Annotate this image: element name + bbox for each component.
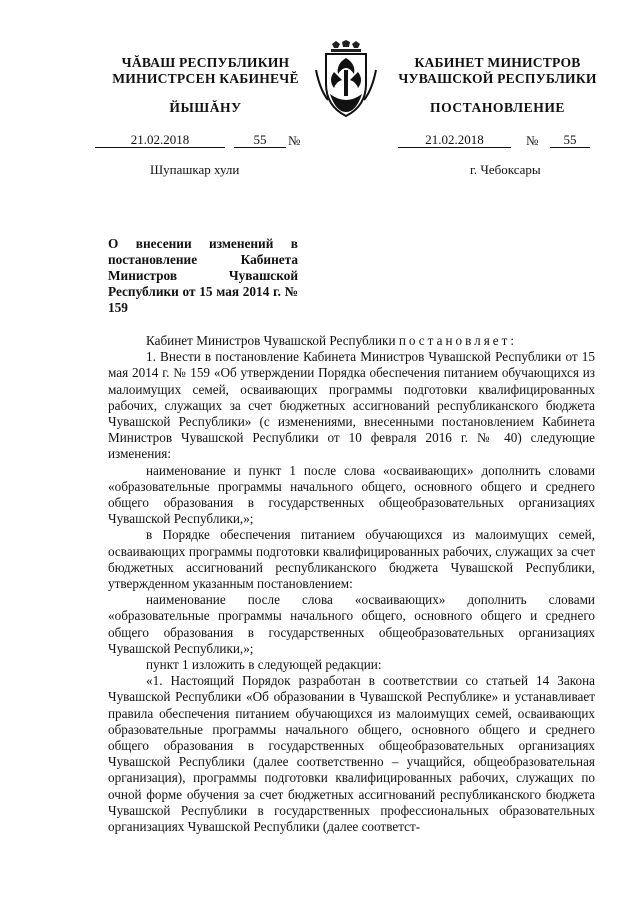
intro-prefix: Кабинет Министров Чувашской Республики — [146, 333, 396, 348]
paragraph-3: в Порядке обеспечения питанием обучающихся из малоимущих семей, осваивающих программы подготовки квалифицированных рабочих, служащих за счет бюджетных ассигнований республиканского бюджета Чувашской Республики, утвержденном указанным постановлением: — [108, 527, 595, 592]
issuer-russian-line-1: КАБИНЕТ МИНИСТРОВ — [414, 55, 581, 70]
paragraph-4: наименование после слова «осваивающих» дополнить словами «образовательные программы начального общего, основного общего и среднего общего образования в государственных общеобразовательных организациях Чувашской Республики,»; — [108, 592, 595, 656]
doctype-chuvash: ЙЫШĂНУ — [169, 100, 242, 115]
document-title: О внесении изменений в постановление Кабинета Министров Чувашской Республики от 15 мая 2014 г. № 159 — [108, 236, 298, 315]
doctype-russian: ПОСТАНОВЛЕНИЕ — [430, 100, 565, 115]
issuer-chuvash-line-2: МИНИСТРСЕН КАБИНЕЧĔ — [112, 71, 299, 86]
issuer-chuvash — [98, 55, 313, 87]
city-chuvash: Шупашкар хули — [150, 162, 240, 177]
number-chuvash: 55 — [234, 132, 286, 148]
date-russian: 21.02.2018 — [398, 132, 511, 148]
paragraph-1: 1. Внести в постановление Кабинета Министров Чувашской Республики от 15 мая 2014 г. № 159 «Об утверждении Порядка обеспечения питанием обучающихся из малоимущих семей, осваивающих программы подготовки квалифицированных рабочих, служащих за счет бюджетных ассигнований республиканского бюджета Чувашской Республики» (с изменениями, внесенными постановлением Кабинета Министров Чувашской Республики от 10 февраля 2016 г. № 40) следующие изменения: — [108, 349, 595, 462]
number-russian: 55 — [550, 132, 590, 148]
date-line-chuvash — [95, 132, 315, 148]
document-body — [108, 333, 595, 835]
date-chuvash: 21.02.2018 — [95, 132, 225, 148]
paragraph-5: пункт 1 изложить в следующей редакции: — [146, 657, 382, 673]
issuer-russian-line-2: ЧУВАШСКОЙ РЕСПУБЛИКИ — [398, 71, 597, 86]
city-russian: г. Чебоксары — [470, 162, 541, 177]
intro-verb: постановляет: — [398, 333, 518, 348]
paragraph-2: наименование и пункт 1 после слова «осваивающих» дополнить словами «образовательные программы начального общего, основного общего и среднего общего образования в государственных общеобразовательных организациях Чувашской Республики,»; — [108, 462, 595, 527]
issuer-chuvash-line-1: ЧĂВАШ РЕСПУБЛИКИН — [121, 55, 290, 70]
number-sign-russian: № — [526, 133, 539, 148]
paragraph-6: «1. Настоящий Порядок разработан в соответствии со статьей 14 Закона Чувашской Республики «Об образовании в Чувашской Республике» и устанавливает правила обеспечения питанием обучающихся из малоимущих семей, осваивающих образовательные программы начального общего, основного общего и среднего общего образования в государственных общеобразовательных организациях Чувашской Республики (далее соответственно – учащийся, общеобразовательная организация), программы подготовки квалифицированных рабочих, служащих по очной форме обучения за счет бюджетных ассигнований республиканского бюджета Чувашской Республики в государственных профессиональных образовательных организациях Чувашской Республики (далее соответст- — [108, 673, 595, 835]
intro-paragraph — [108, 333, 595, 349]
coat-of-arms-chuvashia-icon — [312, 40, 380, 120]
number-sign-chuvash: № — [288, 133, 301, 148]
date-line-russian — [398, 132, 598, 148]
issuer-russian — [385, 55, 610, 87]
